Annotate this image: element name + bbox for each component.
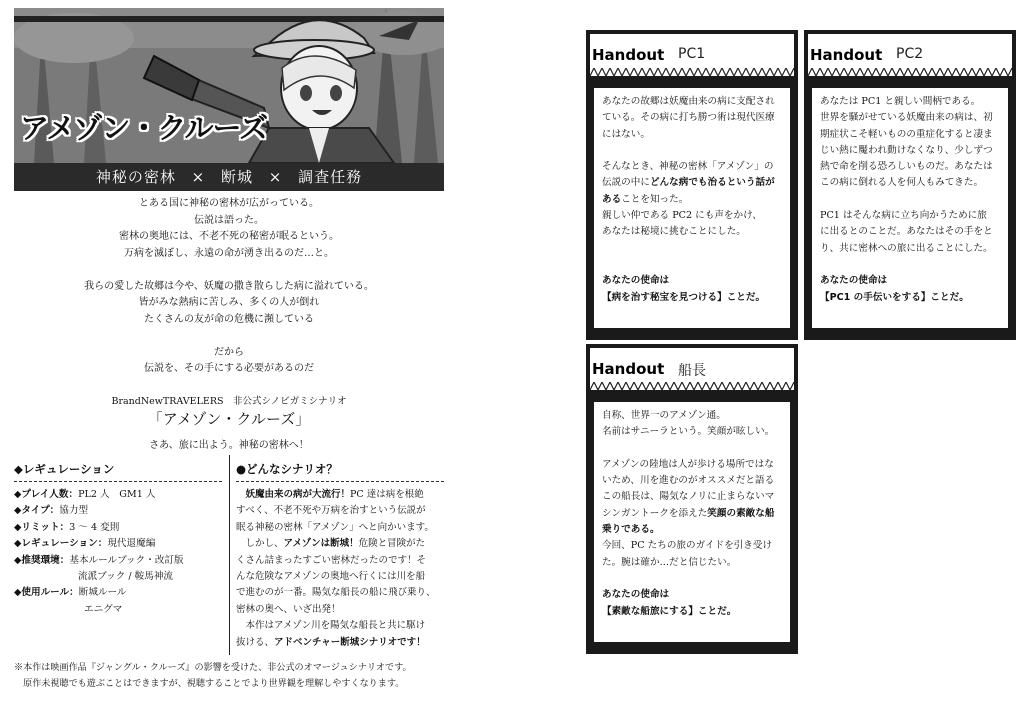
intro-line xyxy=(14,262,444,279)
text-line xyxy=(602,441,784,457)
text-line: 親しい仲である PC2 にも声をかけ、 xyxy=(602,210,762,222)
scenario-heading: ●どんなシナリオ？ xyxy=(236,462,338,476)
text-line: た。腕は確か…だと信じたい。 xyxy=(602,556,737,568)
subtitle-part: 断城 xyxy=(220,168,253,186)
handout-body xyxy=(594,402,790,642)
text-line: あなたの故郷は妖魔由来の病に支配され xyxy=(602,96,775,107)
text-line: ている。その病に打ち勝つ術は現代医療 xyxy=(602,112,775,124)
handout-card-captain xyxy=(586,344,798,654)
mission-text: 【PC1 の手伝いをする】ことだ。 xyxy=(820,291,969,303)
text-line xyxy=(602,571,784,587)
text-line: シンガントークを添えた笑顔の素敵な船 xyxy=(602,507,775,519)
regulation-heading: ◆レギュレーション xyxy=(14,462,115,476)
column-divider xyxy=(229,455,230,655)
mission-label: あなたの使命は xyxy=(602,589,670,601)
intro-text xyxy=(14,196,444,455)
list-item: 流派ブック / 鞍馬神流 xyxy=(78,570,174,582)
handout-card-pc2 xyxy=(804,30,1016,340)
intro-line: 伝説を、その手にする必要があるのだ xyxy=(144,363,314,374)
text-line: そんなとき、神秘の密林「アメゾン」の xyxy=(602,161,774,173)
text-line: すべく、不老不死や万病を治すという伝説が xyxy=(236,505,426,517)
scenario-logo: アメゾン・クルーズ xyxy=(20,111,268,145)
text-line xyxy=(602,241,784,257)
text-line: アメゾンの陸地は人が歩ける場所ではな xyxy=(602,458,774,470)
scenario-title: 「アメゾン・クルーズ」 xyxy=(147,410,311,428)
text-line xyxy=(820,192,1002,208)
text-line: にはない。 xyxy=(602,128,650,140)
text-line: 抜ける、アドベンチャー断城シナリオです！ xyxy=(236,636,426,648)
subtitle-sep: × xyxy=(191,168,206,186)
text-line: PC1 はそんな病に立ち向かうために旅 xyxy=(820,210,987,222)
text-line: 今回、PC たちの旅のガイドを引き受け xyxy=(602,540,773,552)
list-item: ◆推奨環境：基本ルールブック・改訂版 xyxy=(14,554,184,566)
handout-label: Handout xyxy=(592,360,665,378)
text-line: この船長は、陽気なノリに止まらないマ xyxy=(602,491,775,503)
text-line: 妖魔由来の病が大流行！PC 達は病を根絶 xyxy=(236,489,424,500)
text-line: で進むのが一番。陽気な船長の船に飛び乗り、 xyxy=(236,587,436,599)
text-line: に出るとのことだ。あなたはその手をと xyxy=(820,226,993,238)
subtitle-bar xyxy=(14,163,444,191)
intro-line: たくさんの友が命の危機に瀕している xyxy=(144,313,314,325)
list-item: ◆タイプ：協力型 xyxy=(14,505,89,517)
handout-card-pc1 xyxy=(586,30,798,340)
footnote xyxy=(14,660,454,692)
intro-line xyxy=(14,328,444,345)
text-line: 名前はサニーラという。笑顔が眩しい。 xyxy=(602,426,775,438)
handout-header xyxy=(808,34,1012,76)
text-line: 期症状こそ軽いものの重症化すると凄ま xyxy=(820,128,993,140)
intro-line: だから xyxy=(214,346,244,358)
mission-label: あなたの使命は xyxy=(820,275,888,287)
text-line: 眠る神秘の密林「アメゾン」へと向かいます。 xyxy=(236,521,434,533)
footnote-line: ※本作は映画作品『ジャングル・クルーズ』の影響を受けた、非公式のオマージュシナリオです。 xyxy=(14,663,412,673)
mission-label: あなたの使命は xyxy=(602,275,670,287)
mission-text: 【素敵な船旅にする】ことだ。 xyxy=(602,605,737,617)
text-line xyxy=(602,257,784,273)
handout-header xyxy=(590,34,794,76)
divider xyxy=(14,481,222,482)
handout-target: PC1 xyxy=(678,46,706,62)
subtitle-part: 調査任務 xyxy=(298,168,363,186)
handout-header xyxy=(590,348,794,390)
text-line xyxy=(820,257,1002,273)
zigzag-border xyxy=(808,68,1012,76)
scenario-description xyxy=(236,487,448,651)
text-line: 本作はアメゾン川を陽気な船長と共に駆け xyxy=(236,620,426,632)
text-line: あなたは秘境に挑むことにした。 xyxy=(602,226,746,238)
list-item: ◆レギュレーション：現代退魔編 xyxy=(14,538,156,550)
intro-line: 万病を滅ぼし、永遠の命が湧き出るのだ…と。 xyxy=(124,247,334,259)
text-line: 世界を騒がせている妖魔由来の病は、初 xyxy=(820,112,993,124)
text-line: 乗りである。 xyxy=(602,524,660,536)
text-line: この病に倒れる人を何人もみてきた。 xyxy=(820,177,984,189)
handout-target: PC2 xyxy=(896,46,924,62)
regulation-list xyxy=(14,487,224,618)
handout-label: Handout xyxy=(592,46,665,64)
zigzag-border xyxy=(590,68,794,76)
list-item: ◆リミット：3 ～ 4 変則 xyxy=(14,521,120,533)
subtitle-sep: × xyxy=(268,168,283,186)
text-line xyxy=(602,143,784,159)
intro-line: 伝説は語った。 xyxy=(194,214,264,226)
text-line: じい熱に魘われ動けなくなり、少しずつ xyxy=(820,144,993,156)
text-line: しかし、アメゾンは断城！危険と冒険がた xyxy=(236,538,426,550)
list-item: ◆プレイ人数：PL2 人 GM1 人 xyxy=(14,489,156,500)
intro-line: 我らの愛した故郷は今や、妖魔の撒き散らした病に溢れている。 xyxy=(84,280,374,292)
text-line: いため、川を進むのがオススメだと語る xyxy=(602,475,775,487)
mission-text: 【病を治す秘宝を見つける】ことだ。 xyxy=(602,291,766,303)
zigzag-border xyxy=(590,382,794,390)
intro-line: 密林の奥地には、不老不死の秘密が眠るという。 xyxy=(119,231,339,242)
text-line: 伝説の中にどんな病でも治るという話が xyxy=(602,177,775,189)
text-line: くさん詰まったすごい密林だったのです！そ xyxy=(236,554,427,566)
handout-body xyxy=(594,88,790,328)
subtitle-part: 神秘の密林 xyxy=(95,168,176,186)
text-line: あなたは PC1 と親しい間柄である。 xyxy=(820,96,981,107)
handout-target: 船長 xyxy=(678,363,706,379)
intro-line: とある国に神秘の密林が広がっている。 xyxy=(139,198,319,209)
text-line: 密林の奥へ、いざ出発！ xyxy=(236,603,341,615)
text-line: 自称、世界一のアメゾン通。 xyxy=(602,410,726,421)
handout-label: Handout xyxy=(810,46,883,64)
closing-line: さあ、旅に出よう。神秘の密林へ！ xyxy=(149,440,309,451)
divider xyxy=(236,481,444,482)
handout-body xyxy=(812,88,1008,328)
list-item: ◆使用ルール：断城ルール xyxy=(14,587,127,599)
footnote-line: 原作未視聴でも遊ぶことはできますが、視聴することでより世界観を理解しやすくなります。 xyxy=(14,679,405,689)
cover-illustration xyxy=(14,8,444,163)
intro-line: 皆がみな熱病に苦しみ、多くの人が倒れ xyxy=(138,297,320,308)
text-line: り、共に密林への旅に出ることにした。 xyxy=(820,242,993,254)
text-line: んな危険なアメゾンの奥地へ行くには川を船 xyxy=(236,570,426,582)
list-item: エニグマ xyxy=(84,603,123,615)
credit-line: BrandNewTRAVELERS 非公式シノビガミシナリオ xyxy=(111,395,347,407)
text-line: あることを知った。 xyxy=(602,193,689,205)
text-line: 熱で命を削る恐ろしいものだ。あなたは xyxy=(820,161,993,173)
